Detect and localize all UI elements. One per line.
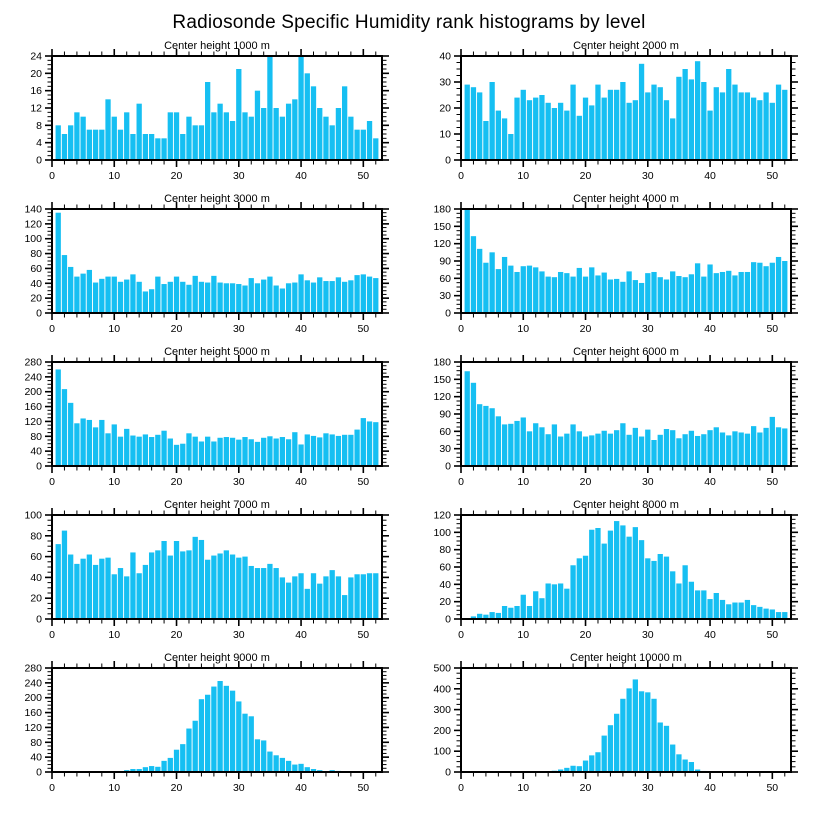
svg-text:50: 50	[766, 476, 779, 488]
histogram-panel-center-height-10000m	[409, 650, 818, 803]
svg-text:40: 40	[295, 476, 307, 488]
svg-text:Center height 8000 m: Center height 8000 m	[573, 499, 679, 511]
svg-text:10: 10	[517, 323, 530, 335]
svg-text:20: 20	[170, 323, 183, 335]
svg-text:Center height 7000 m: Center height 7000 m	[164, 499, 270, 511]
svg-text:0: 0	[49, 629, 55, 641]
svg-text:0: 0	[458, 782, 464, 794]
svg-text:400: 400	[433, 683, 451, 696]
svg-text:30: 30	[232, 170, 245, 182]
svg-text:0: 0	[445, 154, 451, 167]
svg-text:140: 140	[24, 203, 42, 216]
svg-text:120: 120	[24, 415, 42, 428]
svg-text:Center height 6000 m: Center height 6000 m	[573, 346, 679, 358]
histogram-svg	[0, 38, 409, 191]
svg-text:10: 10	[517, 782, 530, 794]
svg-text:50: 50	[357, 170, 370, 182]
svg-text:80: 80	[30, 248, 42, 261]
svg-text:40: 40	[439, 578, 451, 591]
histogram-svg	[0, 650, 409, 803]
svg-text:Center height 10000 m: Center height 10000 m	[570, 652, 682, 664]
svg-text:60: 60	[439, 272, 451, 285]
svg-text:0: 0	[49, 476, 55, 488]
svg-text:30: 30	[232, 323, 245, 335]
svg-text:20: 20	[170, 476, 183, 488]
histogram-svg	[409, 650, 818, 803]
svg-text:50: 50	[357, 323, 370, 335]
svg-text:8: 8	[36, 119, 42, 132]
svg-text:30: 30	[232, 476, 245, 488]
svg-text:30: 30	[641, 629, 654, 641]
svg-text:80: 80	[30, 736, 42, 749]
svg-text:200: 200	[24, 386, 42, 399]
svg-text:0: 0	[445, 460, 451, 473]
svg-text:12: 12	[30, 102, 42, 115]
svg-text:0: 0	[458, 629, 464, 641]
svg-text:30: 30	[439, 443, 451, 456]
svg-text:40: 40	[30, 445, 42, 458]
svg-text:20: 20	[30, 592, 42, 605]
svg-text:50: 50	[357, 476, 370, 488]
histogram-panel-center-height-5000m	[0, 344, 409, 497]
svg-text:40: 40	[439, 50, 451, 63]
svg-text:10: 10	[517, 629, 530, 641]
histogram-svg	[409, 38, 818, 191]
svg-text:50: 50	[766, 782, 779, 794]
svg-text:50: 50	[766, 323, 779, 335]
svg-text:30: 30	[439, 76, 451, 89]
svg-text:100: 100	[433, 745, 451, 758]
svg-text:280: 280	[24, 356, 42, 369]
svg-text:150: 150	[433, 220, 451, 233]
histogram-svg	[0, 191, 409, 344]
svg-text:80: 80	[30, 530, 42, 543]
histogram-grid	[0, 38, 818, 803]
svg-text:100: 100	[24, 509, 42, 522]
svg-text:0: 0	[49, 170, 55, 182]
svg-text:100: 100	[433, 526, 451, 539]
svg-text:24: 24	[30, 50, 42, 63]
svg-text:4: 4	[36, 137, 42, 150]
svg-text:500: 500	[433, 662, 451, 675]
svg-text:Center height 2000 m: Center height 2000 m	[573, 40, 679, 52]
svg-text:20: 20	[439, 102, 451, 115]
svg-text:30: 30	[232, 629, 245, 641]
svg-text:40: 40	[704, 782, 716, 794]
svg-text:60: 60	[30, 262, 42, 275]
svg-text:20: 20	[30, 67, 42, 80]
svg-text:60: 60	[439, 561, 451, 574]
svg-text:60: 60	[439, 425, 451, 438]
svg-text:0: 0	[445, 307, 451, 320]
svg-text:50: 50	[357, 782, 370, 794]
svg-text:90: 90	[439, 408, 451, 421]
histogram-panel-center-height-6000m	[409, 344, 818, 497]
histogram-svg	[409, 344, 818, 497]
svg-text:20: 20	[170, 629, 183, 641]
svg-text:40: 40	[704, 323, 716, 335]
histogram-panel-center-height-8000m	[409, 497, 818, 650]
svg-text:80: 80	[30, 430, 42, 443]
svg-text:10: 10	[439, 128, 451, 141]
svg-text:Center height 1000 m: Center height 1000 m	[164, 40, 270, 52]
svg-text:20: 20	[439, 596, 451, 609]
svg-text:300: 300	[433, 704, 451, 717]
svg-text:200: 200	[433, 724, 451, 737]
svg-text:20: 20	[579, 782, 592, 794]
svg-text:0: 0	[49, 323, 55, 335]
svg-text:40: 40	[295, 170, 307, 182]
svg-text:40: 40	[30, 277, 42, 290]
svg-text:180: 180	[433, 356, 451, 369]
histogram-svg	[0, 497, 409, 650]
svg-text:50: 50	[766, 629, 779, 641]
svg-text:160: 160	[24, 401, 42, 414]
svg-text:240: 240	[24, 677, 42, 690]
svg-text:30: 30	[439, 290, 451, 303]
svg-text:Center height 3000 m: Center height 3000 m	[164, 193, 270, 205]
histogram-panel-center-height-4000m	[409, 191, 818, 344]
svg-text:30: 30	[641, 782, 654, 794]
svg-text:0: 0	[445, 613, 451, 626]
svg-text:10: 10	[108, 170, 121, 182]
svg-text:50: 50	[766, 170, 779, 182]
svg-text:40: 40	[295, 323, 307, 335]
svg-text:240: 240	[24, 371, 42, 384]
svg-text:60: 60	[30, 551, 42, 564]
histogram-svg	[0, 344, 409, 497]
svg-text:20: 20	[579, 170, 592, 182]
histogram-panel-center-height-3000m	[0, 191, 409, 344]
svg-text:50: 50	[357, 629, 370, 641]
svg-text:20: 20	[579, 476, 592, 488]
svg-text:100: 100	[24, 233, 42, 246]
svg-text:160: 160	[24, 707, 42, 720]
svg-text:30: 30	[232, 782, 245, 794]
svg-text:40: 40	[30, 571, 42, 584]
svg-text:10: 10	[517, 476, 530, 488]
svg-text:10: 10	[108, 782, 121, 794]
svg-text:40: 40	[704, 170, 716, 182]
svg-text:0: 0	[458, 323, 464, 335]
svg-text:20: 20	[579, 323, 592, 335]
svg-text:0: 0	[458, 476, 464, 488]
svg-text:10: 10	[108, 629, 121, 641]
svg-text:150: 150	[433, 373, 451, 386]
svg-text:20: 20	[30, 292, 42, 305]
page-title: Radiosonde Specific Humidity rank histograms by level	[172, 12, 646, 33]
svg-text:120: 120	[433, 391, 451, 404]
svg-text:0: 0	[36, 307, 42, 320]
histogram-panel-center-height-2000m	[409, 38, 818, 191]
histogram-panel-center-height-1000m	[0, 38, 409, 191]
svg-text:20: 20	[579, 629, 592, 641]
svg-text:10: 10	[108, 476, 121, 488]
svg-text:0: 0	[36, 613, 42, 626]
svg-text:0: 0	[458, 170, 464, 182]
svg-text:40: 40	[295, 782, 307, 794]
svg-text:16: 16	[30, 85, 42, 98]
svg-text:280: 280	[24, 662, 42, 675]
svg-text:Center height 9000 m: Center height 9000 m	[164, 652, 270, 664]
svg-text:10: 10	[517, 170, 530, 182]
svg-text:40: 40	[704, 629, 716, 641]
svg-text:200: 200	[24, 692, 42, 705]
svg-text:20: 20	[170, 782, 183, 794]
svg-text:120: 120	[24, 721, 42, 734]
svg-text:30: 30	[641, 170, 654, 182]
histogram-svg	[409, 497, 818, 650]
svg-text:90: 90	[439, 255, 451, 268]
svg-text:30: 30	[641, 476, 654, 488]
svg-text:Center height 4000 m: Center height 4000 m	[573, 193, 679, 205]
svg-text:20: 20	[170, 170, 183, 182]
svg-text:80: 80	[439, 544, 451, 557]
svg-text:120: 120	[433, 509, 451, 522]
svg-text:0: 0	[36, 154, 42, 167]
svg-text:120: 120	[433, 238, 451, 251]
svg-text:0: 0	[49, 782, 55, 794]
histogram-panel-center-height-7000m	[0, 497, 409, 650]
svg-text:30: 30	[641, 323, 654, 335]
svg-text:40: 40	[295, 629, 307, 641]
histogram-panel-center-height-9000m	[0, 650, 409, 803]
svg-text:40: 40	[704, 476, 716, 488]
svg-text:Center height 5000 m: Center height 5000 m	[164, 346, 270, 358]
svg-text:0: 0	[445, 766, 451, 779]
svg-text:0: 0	[36, 766, 42, 779]
histogram-svg	[409, 191, 818, 344]
svg-text:10: 10	[108, 323, 121, 335]
svg-text:120: 120	[24, 218, 42, 231]
svg-text:40: 40	[30, 751, 42, 764]
svg-text:180: 180	[433, 203, 451, 216]
svg-text:0: 0	[36, 460, 42, 473]
